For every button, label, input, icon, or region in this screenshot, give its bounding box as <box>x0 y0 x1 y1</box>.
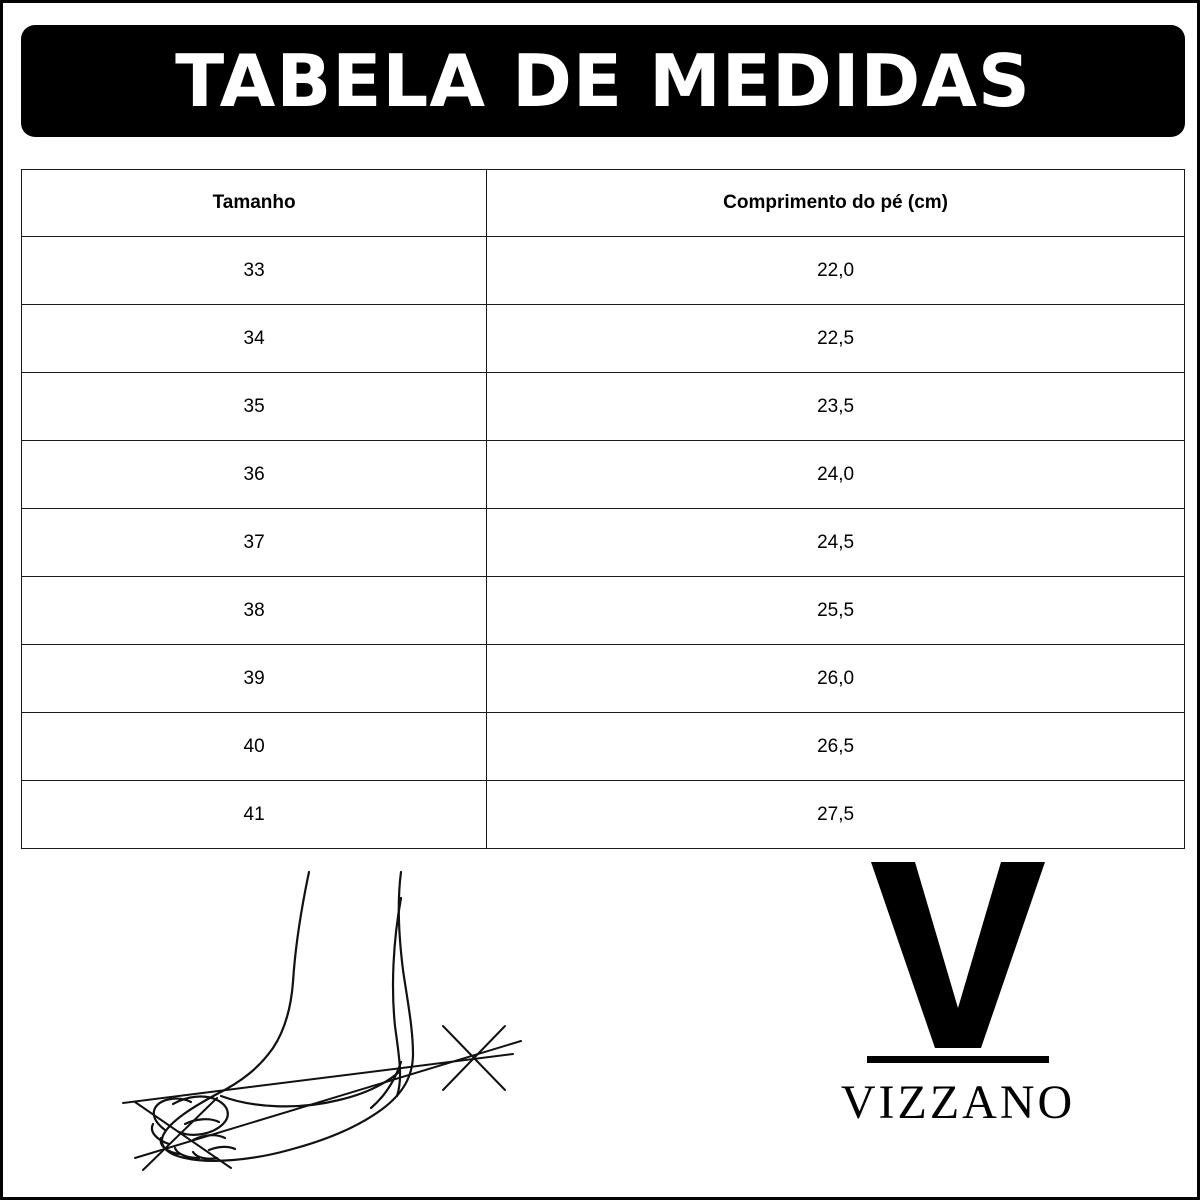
table-row <box>22 509 1185 577</box>
v-logo-icon <box>863 858 1053 1048</box>
table-row <box>22 441 1185 509</box>
cell-length: 26,0 <box>487 645 1185 713</box>
header-banner <box>21 25 1185 137</box>
table-row <box>22 237 1185 305</box>
cell-length: 24,5 <box>487 509 1185 577</box>
cell-size: 38 <box>22 577 487 645</box>
cell-length: 22,5 <box>487 305 1185 373</box>
cell-size: 37 <box>22 509 487 577</box>
table-row <box>22 305 1185 373</box>
cell-length: 22,0 <box>487 237 1185 305</box>
table-row <box>22 713 1185 781</box>
table-header-row <box>22 170 1185 237</box>
page-title: TABELA DE MEDIDAS <box>175 39 1031 123</box>
cell-length: 25,5 <box>487 577 1185 645</box>
cell-size: 40 <box>22 713 487 781</box>
table-body <box>22 237 1185 849</box>
cell-size: 33 <box>22 237 487 305</box>
table-row <box>22 373 1185 441</box>
table-row <box>22 577 1185 645</box>
table-header <box>22 170 1185 237</box>
cell-size: 35 <box>22 373 487 441</box>
table-row <box>22 645 1185 713</box>
brand-name: VIZZANO <box>840 1076 1076 1129</box>
cell-size: 41 <box>22 781 487 849</box>
cell-size: 39 <box>22 645 487 713</box>
cell-length: 27,5 <box>487 781 1185 849</box>
cell-size: 34 <box>22 305 487 373</box>
brand-logo <box>840 858 1076 1178</box>
cell-length: 24,0 <box>487 441 1185 509</box>
column-header-length: Comprimento do pé (cm) <box>487 170 1185 237</box>
brand-divider <box>867 1056 1049 1063</box>
size-table <box>21 169 1185 849</box>
foot-measurement-illustration <box>113 858 553 1188</box>
table-row <box>22 781 1185 849</box>
column-header-size: Tamanho <box>22 170 487 237</box>
cell-size: 36 <box>22 441 487 509</box>
cell-length: 26,5 <box>487 713 1185 781</box>
cell-length: 23,5 <box>487 373 1185 441</box>
